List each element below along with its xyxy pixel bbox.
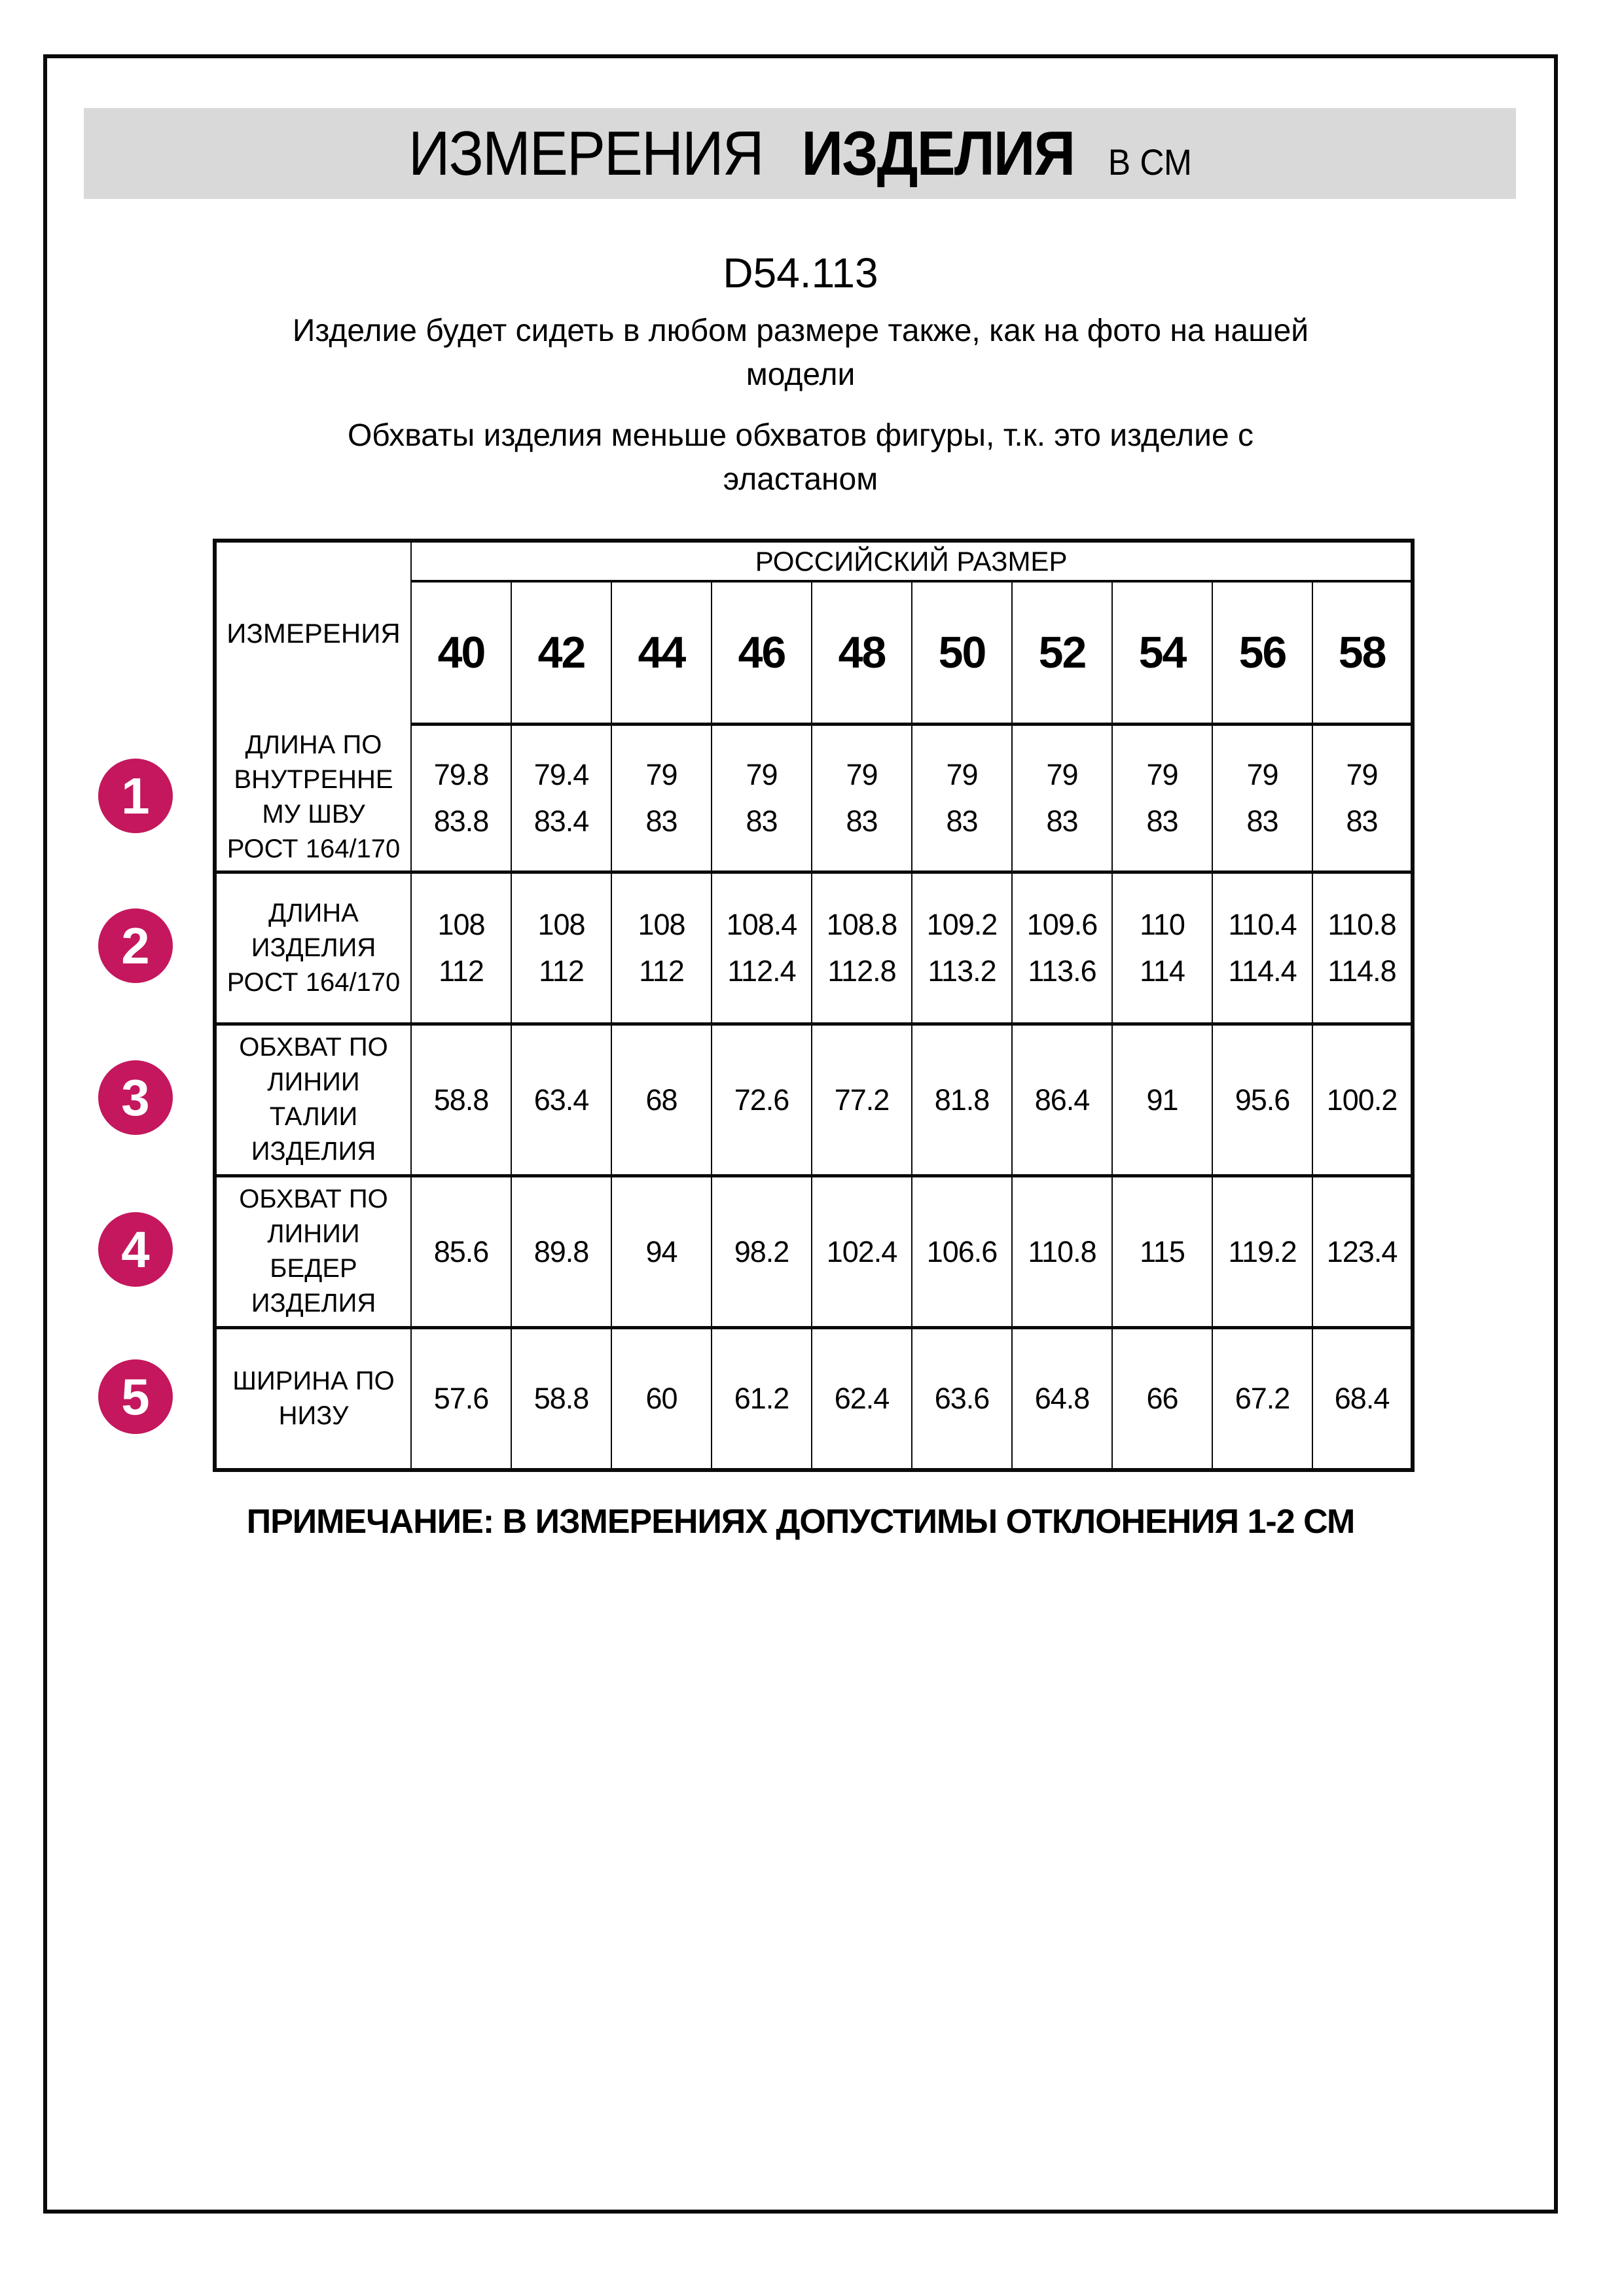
product-code: D54.113 [723, 249, 878, 296]
row-1-value [611, 724, 712, 872]
value-line: 79 [645, 758, 677, 791]
row-3-value [1012, 1024, 1112, 1175]
value-line: 83.4 [533, 804, 589, 838]
row-4-value [812, 1175, 912, 1327]
value-line: 77.2 [834, 1083, 890, 1117]
row-5-value [1112, 1327, 1212, 1470]
row-1-value [1312, 724, 1413, 872]
table-row-waist-girth [215, 1024, 1413, 1175]
label-line: БЕДЕР [270, 1254, 357, 1283]
size-header-46: 46 [712, 581, 812, 724]
size-header-54: 54 [1112, 581, 1212, 724]
label-line: ДЛИНА [268, 898, 359, 927]
row-4-value [1112, 1175, 1212, 1327]
value-line: 79 [746, 758, 778, 791]
row-2-value [511, 872, 611, 1024]
row-5-value [1312, 1327, 1413, 1470]
row-2-value [812, 872, 912, 1024]
label-line: ТАЛИИ [269, 1102, 358, 1131]
row-1-value [912, 724, 1012, 872]
row-1-label [215, 724, 411, 872]
row-1-value [411, 724, 511, 872]
value-line: 68.4 [1334, 1382, 1390, 1416]
size-header-52: 52 [1012, 581, 1112, 724]
row-3-value [912, 1024, 1012, 1175]
row-4-value [511, 1175, 611, 1327]
badge-number: 1 [121, 766, 150, 825]
value-line: 79 [1146, 758, 1178, 791]
row-2-value [1312, 872, 1413, 1024]
row-4-value [912, 1175, 1012, 1327]
row-4-value [1312, 1175, 1413, 1327]
row-5-value [511, 1327, 611, 1470]
label-line: ОБХВАТ ПО [239, 1033, 388, 1062]
value-line: 83 [645, 804, 677, 838]
row-2-value [1212, 872, 1312, 1024]
size-header-50: 50 [912, 581, 1012, 724]
value-line: 79 [1246, 758, 1278, 791]
value-line: 68 [645, 1083, 677, 1117]
value-line: 83 [1146, 804, 1178, 838]
value-line: 110 [1140, 908, 1185, 941]
size-header-56: 56 [1212, 581, 1312, 724]
value-line: 108 [537, 908, 585, 941]
value-line: 79 [946, 758, 978, 791]
value-line: 100.2 [1326, 1083, 1398, 1117]
badge-number: 3 [121, 1068, 150, 1126]
row-3-value [1112, 1024, 1212, 1175]
value-line: 83.8 [433, 804, 489, 838]
row-3-value [1312, 1024, 1413, 1175]
value-line: 83 [946, 804, 978, 838]
badge-number: 2 [121, 916, 150, 975]
row-4-value [712, 1175, 812, 1327]
value-line: 89.8 [533, 1234, 589, 1268]
row-5-value [611, 1327, 712, 1470]
row-5-number-badge [98, 1359, 173, 1434]
row-5-value [1212, 1327, 1312, 1470]
value-line: 113.2 [928, 954, 996, 988]
row-3-value [411, 1024, 511, 1175]
label-line: НИЗУ [278, 1401, 349, 1430]
size-table [213, 539, 1415, 1472]
row-5-value [812, 1327, 912, 1470]
table-row-inseam-length [215, 724, 1413, 872]
title-word-izdeliya: ИЗДЕЛИЯ [801, 118, 1074, 188]
intro-1-line-2: модели [746, 357, 856, 392]
label-line: ИЗДЕЛИЯ [251, 1137, 376, 1166]
measurements-column-header: ИЗМЕРЕНИЯ [215, 541, 411, 724]
value-line: 66 [1146, 1382, 1178, 1416]
value-line: 115 [1140, 1234, 1185, 1268]
label-line: ДЛИНА ПО [245, 730, 382, 759]
table-row-bottom-width [215, 1327, 1413, 1470]
value-line: 83 [1346, 804, 1378, 838]
russian-size-group-header: РОССИЙСКИЙ РАЗМЕР [411, 541, 1413, 581]
row-2-label [215, 872, 411, 1024]
row-4-number-badge [98, 1212, 173, 1287]
row-1-value [1012, 724, 1112, 872]
row-3-label [215, 1024, 411, 1175]
label-line: ВНУТРЕННЕ [234, 764, 393, 794]
value-line: 81.8 [934, 1083, 990, 1117]
value-line: 113.6 [1028, 954, 1096, 988]
size-header-48: 48 [812, 581, 912, 724]
value-line: 63.6 [934, 1382, 990, 1416]
row-2-number-badge [98, 908, 173, 983]
row-4-value [411, 1175, 511, 1327]
row-4-label [215, 1175, 411, 1327]
value-line: 79 [1346, 758, 1378, 791]
value-line: 112 [439, 954, 484, 988]
label-line: ЛИНИИ [267, 1067, 360, 1096]
value-line: 106.6 [926, 1234, 998, 1268]
row-5-value [712, 1327, 812, 1470]
row-2-value [611, 872, 712, 1024]
value-line: 58.8 [533, 1382, 589, 1416]
size-header-44: 44 [611, 581, 712, 724]
value-line: 86.4 [1034, 1083, 1090, 1117]
value-line: 60 [645, 1382, 677, 1416]
row-3-value [712, 1024, 812, 1175]
value-line: 114.4 [1228, 954, 1297, 988]
intro-1-line-1: Изделие будет сидеть в любом размере также, как на фото на нашей [292, 314, 1309, 348]
value-line: 61.2 [734, 1382, 789, 1416]
value-line: 91 [1146, 1083, 1178, 1117]
value-line: 83 [1246, 804, 1278, 838]
value-line: 123.4 [1326, 1234, 1398, 1268]
value-line: 114 [1140, 954, 1185, 988]
value-line: 67.2 [1235, 1382, 1290, 1416]
tolerance-note: ПРИМЕЧАНИЕ: В ИЗМЕРЕНИЯХ ДОПУСТИМЫ ОТКЛОНЕНИЯ 1-2 СМ [246, 1503, 1355, 1541]
value-line: 95.6 [1235, 1083, 1290, 1117]
value-line: 85.6 [433, 1234, 489, 1268]
row-4-value [1012, 1175, 1112, 1327]
value-line: 79.4 [533, 758, 589, 791]
size-header-40: 40 [411, 581, 511, 724]
value-line: 110.8 [1327, 908, 1396, 941]
intro-paragraph-2 [43, 414, 1558, 501]
label-line: ИЗДЕЛИЯ [251, 1289, 376, 1318]
value-line: 112.4 [727, 954, 796, 988]
value-line: 58.8 [433, 1083, 489, 1117]
row-5-value [912, 1327, 1012, 1470]
row-1-value [812, 724, 912, 872]
title-row [408, 118, 1192, 190]
value-line: 83 [1046, 804, 1078, 838]
value-line: 79 [846, 758, 878, 791]
row-3-value [611, 1024, 712, 1175]
row-2-value [411, 872, 511, 1024]
intro-2-line-2: эластаном [723, 462, 878, 497]
value-line: 83 [746, 804, 778, 838]
value-line: 108.8 [826, 908, 897, 941]
row-2-value [1112, 872, 1212, 1024]
row-3-value [1212, 1024, 1312, 1175]
row-4-value [611, 1175, 712, 1327]
row-2-value [712, 872, 812, 1024]
title-banner [84, 108, 1516, 199]
table-row-garment-length [215, 872, 1413, 1024]
value-line: 57.6 [433, 1382, 489, 1416]
label-line: РОСТ 164/170 [226, 834, 401, 863]
row-2-value [1012, 872, 1112, 1024]
value-line: 109.2 [926, 908, 998, 941]
row-3-number-badge [98, 1060, 173, 1135]
value-line: 112 [539, 954, 584, 988]
value-line: 83 [846, 804, 878, 838]
value-line: 62.4 [834, 1382, 890, 1416]
row-1-value [511, 724, 611, 872]
row-3-value [812, 1024, 912, 1175]
label-line: РОСТ 164/170 [226, 967, 401, 997]
value-line: 110.8 [1028, 1234, 1096, 1268]
row-3-value [511, 1024, 611, 1175]
size-header-58: 58 [1312, 581, 1413, 724]
title-word-izmereniya: ИЗМЕРЕНИЯ [408, 118, 763, 188]
row-4-value [1212, 1175, 1312, 1327]
row-1-value [712, 724, 812, 872]
value-line: 114.8 [1327, 954, 1396, 988]
value-line: 110.4 [1228, 908, 1297, 941]
value-line: 108.4 [726, 908, 797, 941]
value-line: 72.6 [734, 1083, 789, 1117]
value-line: 112 [639, 954, 684, 988]
title-unit-v-sm: В СМ [1108, 141, 1192, 183]
value-line: 102.4 [826, 1234, 897, 1268]
row-2-value [912, 872, 1012, 1024]
value-line: 79.8 [433, 758, 489, 791]
value-line: 98.2 [734, 1234, 789, 1268]
label-line: ИЗДЕЛИЯ [251, 933, 376, 962]
row-5-value [411, 1327, 511, 1470]
label-line: ЛИНИИ [267, 1219, 360, 1248]
value-line: 94 [645, 1234, 677, 1268]
badge-number: 5 [121, 1367, 150, 1426]
value-line: 108 [638, 908, 685, 941]
intro-paragraph-1 [43, 309, 1558, 397]
row-1-value [1212, 724, 1312, 872]
value-line: 112.8 [827, 954, 896, 988]
value-line: 108 [437, 908, 485, 941]
row-1-value [1112, 724, 1212, 872]
label-line: МУ ШВУ [262, 799, 365, 829]
badge-number: 4 [121, 1220, 150, 1278]
row-1-number-badge [98, 759, 173, 833]
intro-2-line-1: Обхваты изделия меньше обхватов фигуры, т.к. это изделие с [347, 418, 1254, 453]
value-line: 64.8 [1034, 1382, 1090, 1416]
row-5-label [215, 1327, 411, 1470]
value-line: 119.2 [1228, 1234, 1297, 1268]
value-line: 109.6 [1026, 908, 1098, 941]
row-5-value [1012, 1327, 1112, 1470]
size-header-42: 42 [511, 581, 611, 724]
label-line: ШИРИНА ПО [232, 1366, 395, 1395]
value-line: 63.4 [533, 1083, 589, 1117]
label-line: ОБХВАТ ПО [239, 1185, 388, 1213]
value-line: 79 [1046, 758, 1078, 791]
table-row-hip-girth [215, 1175, 1413, 1327]
